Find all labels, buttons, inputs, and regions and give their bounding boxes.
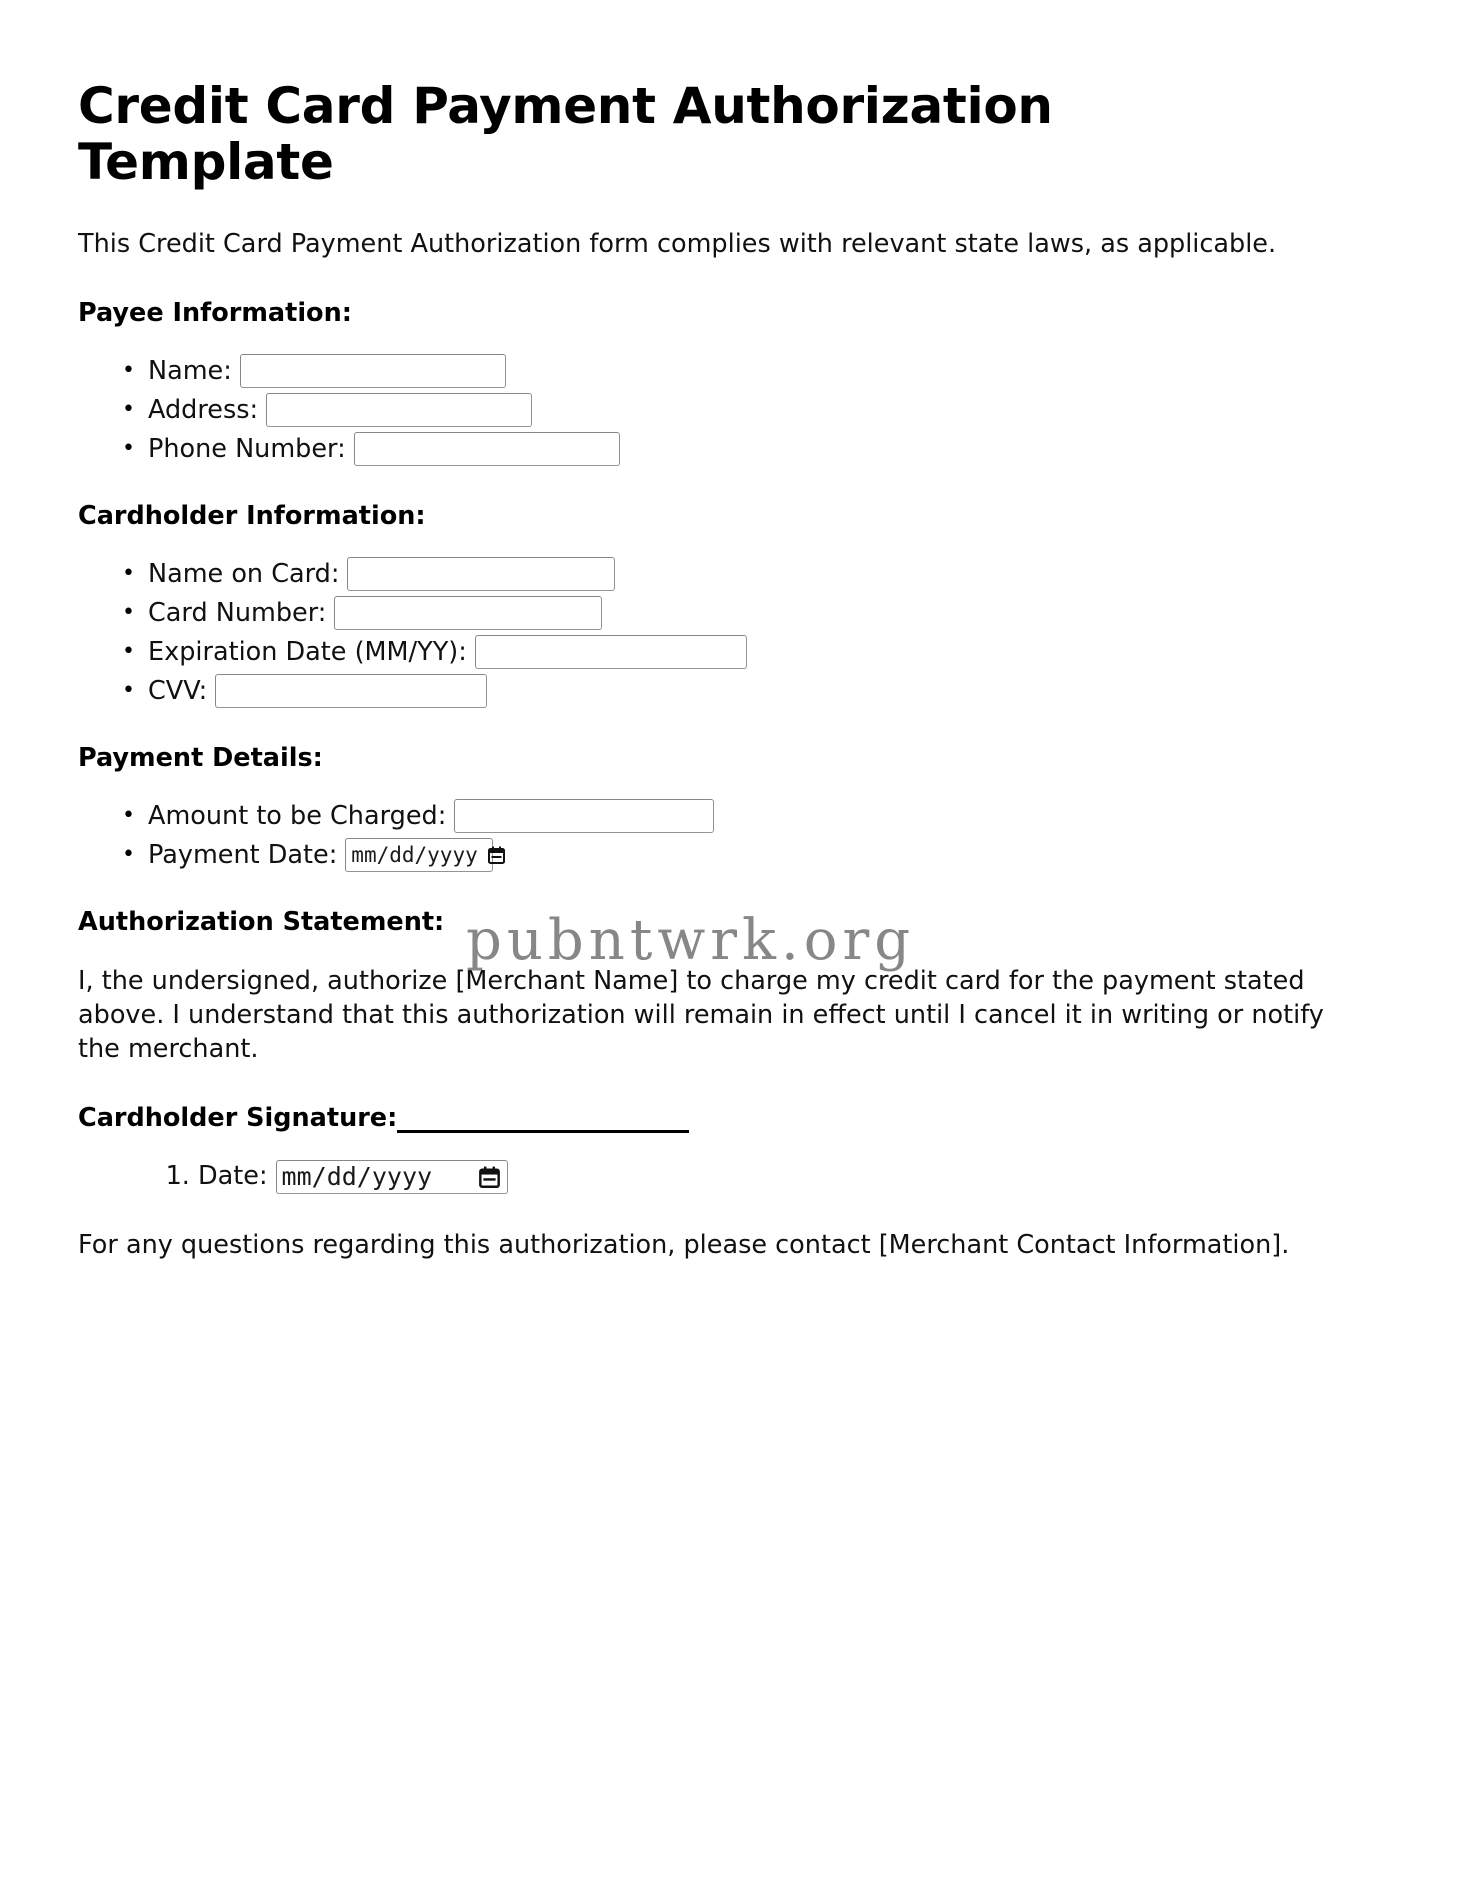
list-item-payee-phone	[78, 430, 1368, 469]
name-on-card-label: Name on Card:	[148, 558, 340, 589]
amount-charged-label: Amount to be Charged:	[148, 800, 447, 831]
card-number-label: Card Number:	[148, 597, 327, 628]
signature-date-placeholder: mm/dd/yyyy	[281, 1162, 433, 1192]
cvv-input[interactable]	[215, 674, 487, 708]
watermark: pubntwrk.org	[466, 908, 916, 973]
bullet-icon: •	[122, 803, 135, 829]
contact-paragraph: For any questions regarding this authorization, please contact [Merchant Contact Information].	[78, 1229, 1290, 1260]
payment-date-label: Payment Date:	[148, 839, 338, 870]
bullet-icon: •	[122, 358, 135, 384]
authorization-statement-text: I, the undersigned, authorize [Merchant Name] to charge my credit card for the payment stated above. I understand that this authorization will remain in effect until I cancel it in writing or notify the merchant.	[78, 965, 1324, 1064]
bullet-icon: •	[122, 678, 135, 704]
bullet-icon: •	[122, 561, 135, 587]
payee-name-input[interactable]	[240, 354, 506, 388]
list-item-amount-charged	[78, 797, 1368, 836]
payee-address-label: Address:	[148, 394, 259, 425]
list-item-payment-date	[78, 836, 1368, 875]
cardholder-field-list	[78, 555, 1368, 711]
list-item-expiration-date	[78, 633, 1368, 672]
list-item-card-number	[78, 594, 1368, 633]
bullet-icon: •	[122, 639, 135, 665]
cardholder-signature-label: Cardholder Signature:	[78, 1102, 398, 1133]
payment-date-input[interactable]	[345, 838, 493, 872]
payment-date-placeholder: mm/dd/yyyy	[351, 842, 478, 867]
authorization-statement-heading: Authorization Statement:	[78, 906, 445, 937]
name-on-card-input[interactable]	[347, 557, 615, 591]
payment-details-heading: Payment Details:	[78, 742, 323, 773]
cardholder-information-heading: Cardholder Information:	[78, 500, 426, 531]
bullet-icon: •	[122, 600, 135, 626]
calendar-icon[interactable]	[488, 846, 505, 864]
payment-field-list	[78, 797, 1368, 875]
card-number-input[interactable]	[334, 596, 602, 630]
list-item-cvv	[78, 672, 1368, 711]
bullet-icon: •	[122, 436, 135, 462]
list-item-payee-address	[78, 391, 1368, 430]
signature-date-input[interactable]	[276, 1160, 508, 1194]
expiration-date-input[interactable]	[475, 635, 747, 669]
intro-paragraph: This Credit Card Payment Authorization form complies with relevant state laws, as applicable.	[78, 229, 1277, 259]
amount-charged-input[interactable]	[454, 799, 714, 833]
payee-phone-label: Phone Number:	[148, 433, 346, 464]
list-item-signature-date	[198, 1157, 1368, 1197]
payee-field-list	[78, 352, 1368, 469]
document-content	[78, 78, 1368, 1263]
cardholder-signature-heading	[78, 1103, 1368, 1133]
payee-phone-input[interactable]	[354, 432, 620, 466]
signature-date-label: 1. Date:	[198, 1160, 268, 1191]
page-title: Credit Card Payment Authorization Template	[78, 77, 1053, 191]
bullet-icon: •	[122, 842, 135, 868]
expiration-date-label: Expiration Date (MM/YY):	[148, 636, 467, 667]
cvv-label: CVV:	[148, 675, 208, 706]
payee-information-heading: Payee Information:	[78, 297, 352, 328]
payee-address-input[interactable]	[266, 393, 532, 427]
payee-name-label: Name:	[148, 355, 232, 386]
signature-date-list	[78, 1157, 1368, 1197]
bullet-icon: •	[122, 397, 135, 423]
calendar-icon[interactable]	[479, 1166, 500, 1188]
signature-line[interactable]	[397, 1110, 689, 1133]
list-item-payee-name	[78, 352, 1368, 391]
list-item-name-on-card	[78, 555, 1368, 594]
